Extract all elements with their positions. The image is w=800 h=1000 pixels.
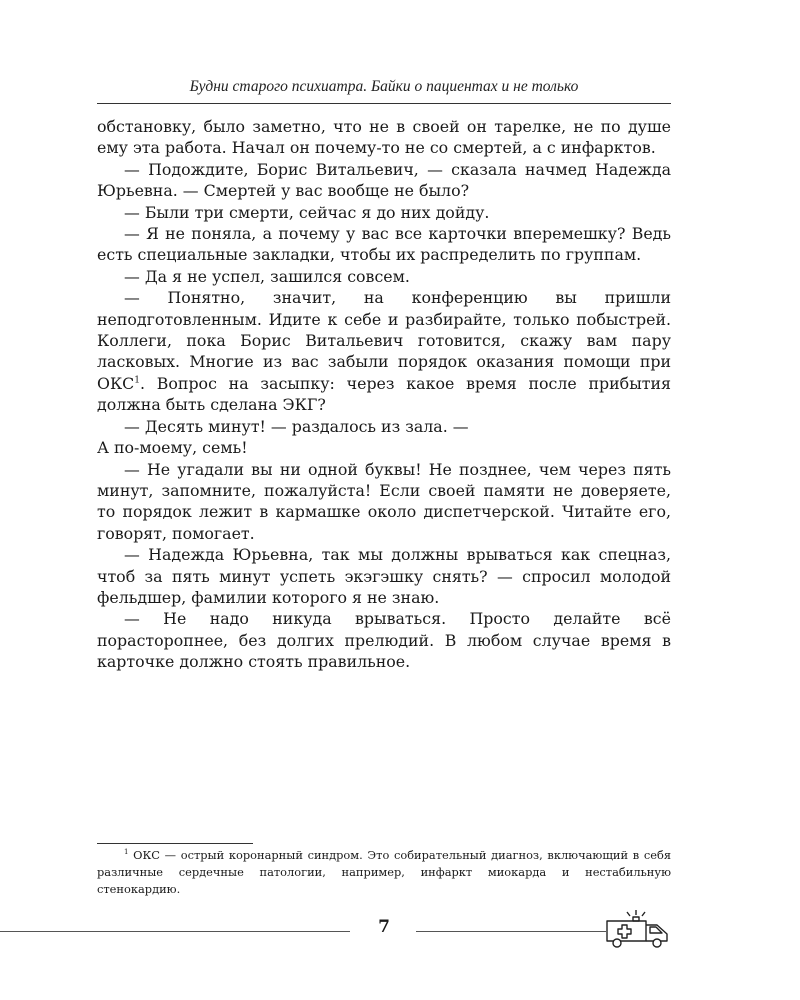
paragraph: — Я не поняла, а почему у вас все карточки вперемешку? Ведь есть специальные закладки, чтобы их распределить по группам. xyxy=(97,224,671,265)
paragraph: — Были три смерти, сейчас я до них дойду. xyxy=(124,202,490,222)
footer-rule-left xyxy=(0,931,350,932)
footnote-text: ОКС — острый коронарный синдром. Это собирательный диагноз, включающий в себя различные сердечные патологии, например, инфаркт миокарда и нестабильную стенокардию. xyxy=(97,848,672,896)
paragraph-with-footnote xyxy=(97,287,671,415)
ambulance-icon xyxy=(603,908,673,950)
footnote-reference: 1 xyxy=(134,375,140,386)
paragraph: — Подождите, Борис Витальевич, — сказала начмед Надежда Юрьевна. — Смертей у вас вообще не было? xyxy=(97,159,671,201)
footnote-marker: 1 xyxy=(124,848,129,857)
paragraph: — Надежда Юрьевна, так мы должны врываться как спецназ, чтоб за пять минут успеть экэгэшку снять? — спросил молодой фельдшер, фамилии которого я не знаю. xyxy=(97,545,671,607)
page-number: 7 xyxy=(378,917,390,937)
paragraph: обстановку, было заметно, что не в своей он тарелке, не по душе ему эта работа. Начал он почему-то не со смертей, а с инфарктов. xyxy=(97,117,671,158)
paragraph: — Не надо никуда врываться. Просто делайте всё порасторопнее, без долгих прелюдий. В любом случае время в карточке должно стоять правильное. xyxy=(97,609,671,672)
paragraph: А по-моему, семь! xyxy=(97,438,248,458)
running-head-title: Будни старого психиатра. Байки о пациентах и не только xyxy=(189,78,579,95)
footer-rule-right xyxy=(416,931,606,932)
footnote xyxy=(97,847,671,897)
paragraph-text: — Понятно, значит, на конференцию вы пришли неподготовленным. Идите к себе и разбирайте, только побыстрей. Коллеги, пока Борис Витальевич готовится, скажу вам пару ласковых. Многие из вас забыли порядок оказания помощи при ОКС xyxy=(97,288,671,393)
page-body xyxy=(97,116,671,673)
paragraph-text: . Вопрос на засыпку: через какое время после прибытия должна быть сделана ЭКГ? xyxy=(97,373,671,415)
header-rule xyxy=(97,103,671,104)
footnote-rule xyxy=(97,843,253,844)
paragraph: — Не угадали вы ни одной буквы! Не позднее, чем через пять минут, запомните, пожалуйста! Если своей памяти не доверяете, то порядок лежит в кармашке около диспетчерской. Читайте его, говорят, помогает. xyxy=(97,459,671,543)
paragraph: — Десять минут! — раздалось из зала. — xyxy=(124,416,469,436)
paragraph: — Да я не успел, зашился совсем. xyxy=(124,266,410,286)
